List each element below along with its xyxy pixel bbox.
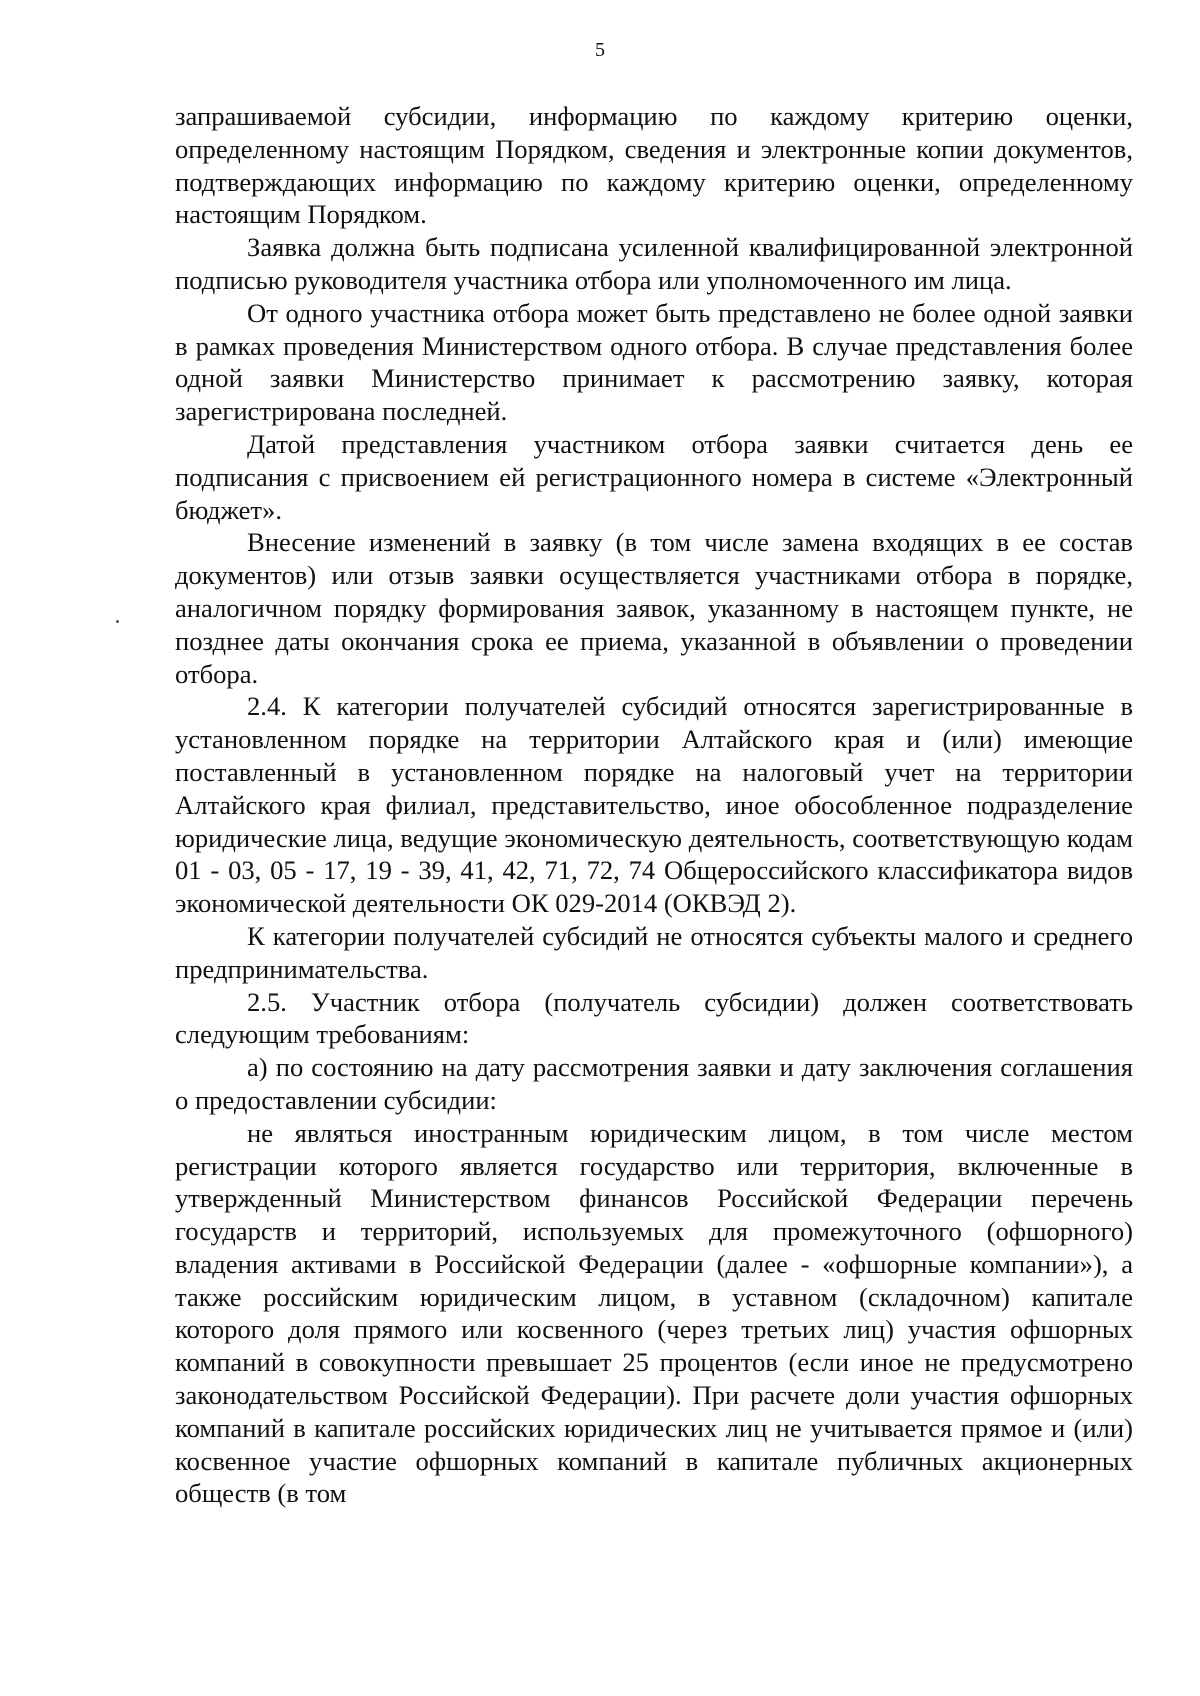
paragraph-signature-requirement: Заявка должна быть подписана усиленной квалифицированной электронной подписью руководителя участника отбора или уполномоченного им лица. (175, 232, 1133, 295)
page-number: 5 (595, 39, 605, 61)
paragraph-amendments: Внесение изменений в заявку (в том числе замена входящих в ее состав документов) или отзыв заявки осуществляется участниками отбора в порядке, аналогичном порядку формирования заявок, указанному в настоящем пункте, не позднее даты окончания срока ее приема, указанной в объявлении о проведении отбора. (175, 527, 1133, 689)
paragraph-excluded-categories: К категории получателей субсидий не относятся субъекты малого и среднего предпринимательства. (175, 920, 1133, 984)
document-body (175, 100, 1133, 1510)
paragraph-single-application: От одного участника отбора может быть представлено не более одной заявки в рамках проведения Министерством одного отбора. В случае представления более одной заявки Министерство принимает к рассмотрению заявку, которая зарегистрирована последней. (175, 297, 1133, 427)
paragraph-offshore-clause: не являться иностранным юридическим лицом, в том числе местом регистрации которого является государство или территория, включенные в утвержденный Министерством финансов Российской Федерации перечень государств и территорий, используемых для промежуточного (офшорного) владения активами в Российской Федерации (далее - «офшорные компании»), а также российским юридическим лицом, в уставном (складочном) капитале которого доля прямого или косвенного (через третьих лиц) участия офшорных компаний в совокупности превышает 25 процентов (если иное не предусмотрено законодательством Российской Федерации). При расчете доли участия офшорных компаний в капитале российских юридических лиц не учитывается прямое и (или) косвенное участие офшорных компаний в капитале публичных акционерных обществ (в том (175, 1117, 1133, 1509)
paragraph-submission-date: Датой представления участником отбора заявки считается день ее подписания с присвоением ей регистрационного номера в системе «Электронный бюджет». (175, 428, 1133, 525)
paragraph-continuation: запрашиваемой субсидии, информацию по каждому критерию оценки, определенному настоящим Порядком, сведения и электронные копии документов, подтверждающих информацию по каждому критерию оценки, определенному настоящим Порядком. (175, 101, 1133, 230)
paragraph-2-4-categories: 2.4. К категории получателей субсидий относятся зарегистрированные в установленном порядке на территории Алтайского края и (или) имеющие поставленный в установленном порядке на налоговый учет на территории Алтайского края филиал, представительство, иное обособленное подразделение юридические лица, ведущие экономическую деятельность, соответствующую кодам 01 - 03, 05 - 17, 19 - 39, 41, 42, 71, 72, 74 Общероссийского классификатора видов экономической деятельности ОК 029-2014 (ОКВЭД 2). (175, 691, 1133, 919)
paragraph-requirement-a: а) по состоянию на дату рассмотрения заявки и дату заключения соглашения о предоставлении субсидии: (175, 1052, 1133, 1115)
paragraph-2-5-requirements: 2.5. Участник отбора (получатель субсидии) должен соответствовать следующим требованиям: (175, 986, 1133, 1050)
scan-speck (116, 620, 119, 623)
